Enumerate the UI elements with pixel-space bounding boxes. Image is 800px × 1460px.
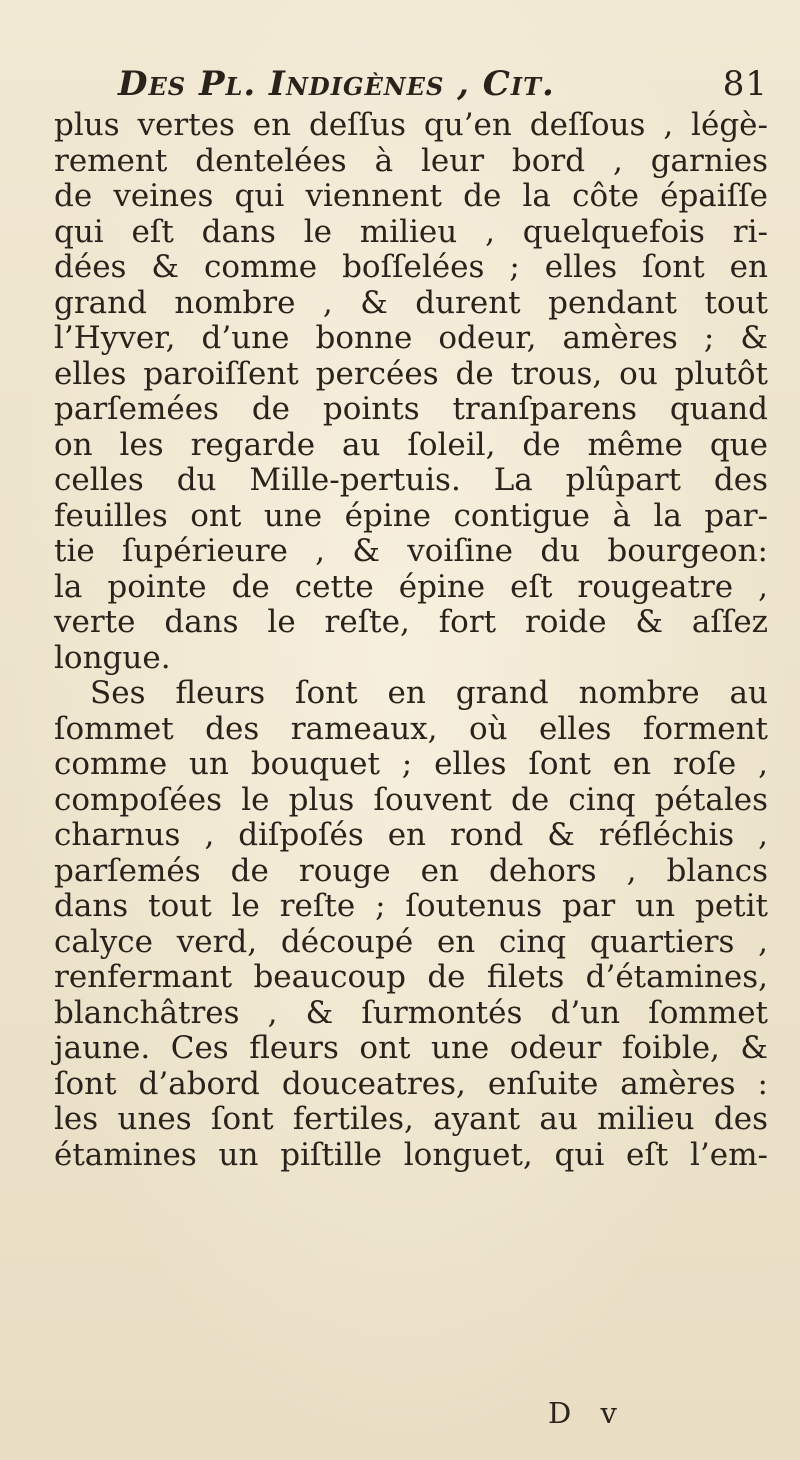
text-line: charnus , diſpoſés en rond & réfléchis , [54, 817, 768, 853]
text-line: l’Hyver, d’une bonne odeur, amères ; & [54, 320, 768, 356]
running-head-title: Des Pl. Indigènes , Cit. [118, 64, 555, 104]
text-line: de veines qui viennent de la côte épaiſſe [54, 178, 768, 214]
text-line: feuilles ont une épine contigue à la par- [54, 497, 768, 534]
text-line: elles paroiſſent percées de trous, ou plutôt [54, 355, 768, 392]
text-line: plus vertes en deſſus qu’en deſſous , légè- [54, 107, 768, 143]
text-line: celles du Mille-pertuis. La plûpart des [54, 462, 768, 498]
text-line: étamines un piſtille longuet, qui eſt l’em- [54, 1136, 768, 1173]
text-line: tie ſupérieure , & voiſine du bourgeon: [54, 533, 768, 569]
text-line: calyce verd, découpé en cinq quartiers , [54, 923, 768, 960]
text-line: dées & comme boſſelées ; elles ſont en [54, 249, 768, 285]
text-line: verte dans le reſte, fort roide & aſſez [54, 604, 768, 640]
text-line: on les regarde au ſoleil, de même que [54, 426, 768, 463]
body-text [54, 108, 768, 1173]
text-line: dans tout le reſte ; ſoutenus par un petit [54, 888, 768, 924]
text-line: grand nombre , & durent pendant tout [54, 284, 768, 321]
page-number: 81 [722, 64, 768, 104]
paragraph-start-line: Ses fleurs ſont en grand nombre au [90, 675, 768, 711]
text-line: ſont d’abord douceatres, enſuite amères : [54, 1065, 768, 1102]
text-line: rement dentelées à leur bord , garnies [54, 142, 768, 179]
text-line: la pointe de cette épine eſt rougeatre , [54, 568, 768, 605]
running-header [118, 64, 768, 110]
text-line: parſemés de rouge en dehors , blancs [54, 852, 768, 889]
text-line: qui eſt dans le milieu , quelquefois ri- [54, 213, 768, 250]
signature-mark: D v [548, 1396, 627, 1430]
text-line: compoſées le plus ſouvent de cinq pétales [54, 781, 768, 818]
text-line: jaune. Ces fleurs ont une odeur foible, & [54, 1030, 768, 1066]
text-line: les unes ſont fertiles, ayant au milieu des [54, 1101, 768, 1137]
text-line: renfermant beaucoup de filets d’étamines, [54, 959, 768, 995]
text-line: ſommet des rameaux, où elles forment [54, 710, 768, 747]
text-line: blanchâtres , & ſurmontés d’un ſommet [54, 994, 768, 1031]
paragraph-end-line: longue. [54, 639, 171, 676]
text-line: parſemées de points tranſparens quand [54, 391, 768, 427]
text-line: comme un bouquet ; elles ſont en roſe , [54, 746, 768, 782]
